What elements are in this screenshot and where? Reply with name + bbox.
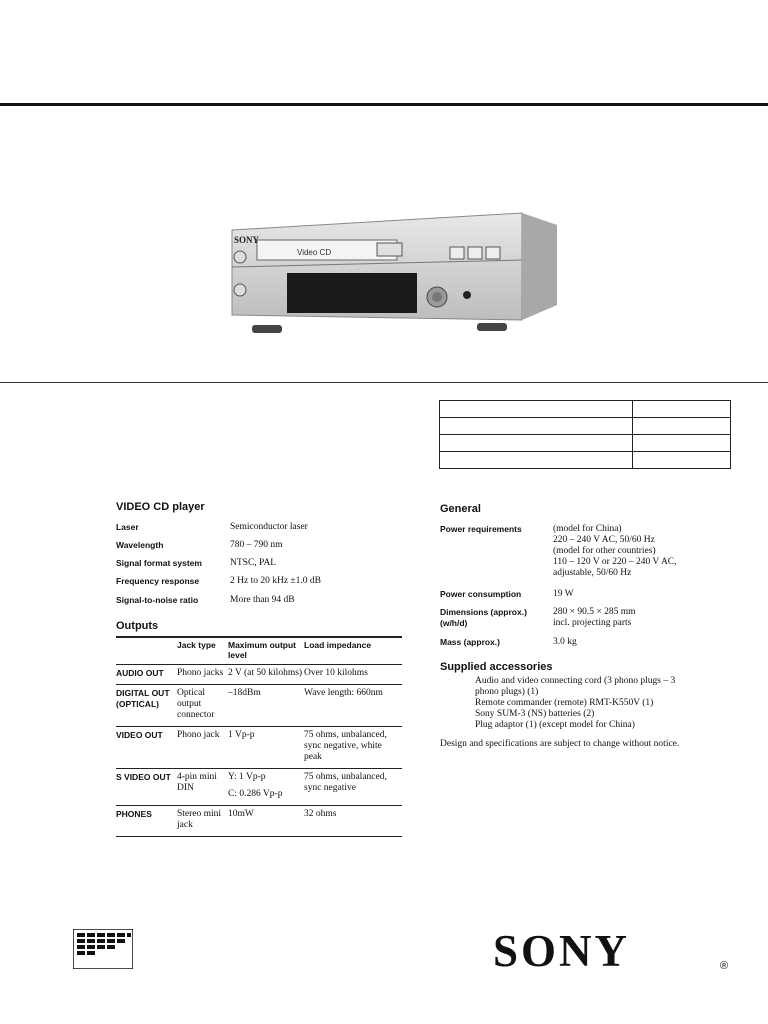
disc-label: Video CD [297,248,332,257]
output-level: 2 V (at 50 kilohms) [228,668,303,678]
load-impedance: 75 ohms, unbalanced, sync negative, white peak [304,730,387,762]
spec-label: Wavelength [116,540,164,550]
output-level-y: Y: 1 Vp-p [228,772,266,782]
table-header: Load impedance [304,640,372,650]
top-rule [0,103,768,106]
table-header: Maximum output level [228,640,296,660]
video-cd-heading: VIDEO CD player [116,501,205,513]
spec-value: 780 – 790 nm [230,540,283,550]
general-value: 19 W [553,589,574,599]
table-row [116,769,402,806]
spec-value: 2 Hz to 20 kHz ±1.0 dB [230,576,321,586]
table-row [116,806,402,837]
device-brand: SONY [234,235,260,245]
output-level: –18dBm [228,688,261,698]
general-label: Power requirements [440,524,522,534]
product-photo [222,205,562,340]
model-table [439,400,731,469]
table-header: Jack type [177,640,216,650]
output-level [228,769,304,806]
sony-logo: SONY [493,926,631,976]
general-label: Dimensions (approx.) (w/h/d) [440,607,527,628]
section-rule [0,382,768,383]
table-row [116,685,402,727]
spec-value: Semiconductor laser [230,522,308,532]
accessories-list: Audio and video connecting cord (3 phono plugs – 3 phono plugs) (1) Remote commander (remote) RMT-K550V (1) Sony SUM-3 (NS) batteries (2) Plug adaptor (1) (except model for China) [475,676,676,730]
accessories-heading: Supplied accessories [440,661,553,673]
general-value: (model for China) 220 – 240 V AC, 50/60 Hz (model for other countries) 110 – 120 V or 220 – 240 V AC, adjustable, 50/60 Hz [553,524,677,578]
general-label: Power consumption [440,589,522,599]
grid-stamp-icon [73,929,133,969]
jack-type: Stereo mini jack [177,809,222,830]
load-impedance: Over 10 kilohms [304,668,368,678]
load-impedance: 32 ohms [304,809,337,819]
general-value: 3.0 kg [553,637,577,647]
spec-label: Signal format system [116,558,202,568]
jack-type: Phono jacks [177,668,224,678]
registered-mark: ® [720,960,729,972]
jack-type: Optical output connector [177,688,215,720]
load-impedance: Wave length: 660nm [304,688,383,698]
output-name: PHONES [116,809,152,819]
output-name: S VIDEO OUT [116,772,171,782]
spec-value: NTSC, PAL [230,558,277,568]
output-level-c: C: 0.286 Vp-p [228,789,283,799]
outputs-table [116,636,402,837]
output-name: AUDIO OUT [116,668,164,678]
table-row [116,727,402,769]
output-name: VIDEO OUT [116,730,163,740]
table-header [116,637,177,665]
output-level: 1 Vp-p [228,730,255,740]
output-name: DIGITAL OUT (OPTICAL) [116,688,170,709]
table-row [116,665,402,685]
spec-label: Frequency response [116,576,200,586]
outputs-heading: Outputs [116,620,159,632]
general-heading: General [440,503,481,515]
spec-value: More than 94 dB [230,595,295,605]
spec-label: Signal-to-noise ratio [116,595,199,605]
output-level: 10mW [228,809,254,819]
load-impedance: 75 ohms, unbalanced, sync negative [304,772,387,793]
change-notice: Design and specifications are subject to change without notice. [440,739,680,749]
spec-label: Laser [116,522,139,532]
general-value: 280 × 90.5 × 285 mm incl. projecting parts [553,607,636,628]
general-label: Mass (approx.) [440,637,500,647]
jack-type: 4-pin mini DIN [177,772,217,793]
jack-type: Phono jack [177,730,220,740]
